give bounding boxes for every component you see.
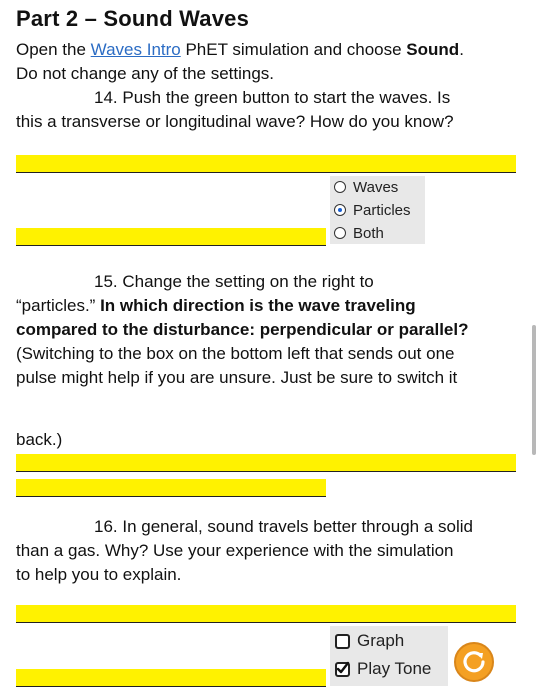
intro-end: . [459,40,464,59]
answer-line-q16-1[interactable] [16,605,516,622]
q15-line6: back.) [16,430,63,449]
intro-pre: Open the [16,40,91,59]
reset-button[interactable] [454,642,494,682]
q15-line5: pulse might help if you are unsure. Just be sure to switch it [16,368,458,387]
radio-label-waves: Waves [353,178,399,196]
play-tone-checkbox-option[interactable] [335,656,431,682]
radio-icon [334,181,346,193]
page-title: Part 2 – Sound Waves [16,6,250,31]
graph-checkbox-option[interactable] [335,628,404,654]
q15-line2-pre: “particles.” [16,296,101,315]
waves-intro-link[interactable]: Waves Intro [90,40,181,59]
intro-sound: Sound [406,40,460,59]
intro-line2: Do not change any of the settings. [16,64,275,83]
reset-icon [456,644,492,680]
answer-line-q16-2[interactable] [16,669,326,686]
q15-line4: (Switching to the box on the bottom left that sends out one [16,344,455,363]
q16-paragraph [16,515,526,587]
q16-line3: to help you to explain. [16,565,182,584]
checkbox-checked-icon [335,662,350,677]
answer-line-q14-2[interactable] [16,228,326,245]
intro-mid: PhET simulation and choose [180,40,407,59]
checkbox-icon [335,634,350,649]
answer-line-q15-2[interactable] [16,479,326,496]
radio-label-both: Both [353,224,384,242]
radio-label-particles: Particles [353,201,411,219]
answer-line-q15-1[interactable] [16,454,516,471]
q16-line2: than a gas. Why? Use your experience with the simulation [16,541,454,560]
q14-line2: this a transverse or longitudinal wave? How do you know? [16,112,454,131]
q16-line1: 16. In general, sound travels better through a solid [94,517,473,536]
answer-line-q14-1[interactable] [16,155,516,172]
q14-line1: 14. Push the green button to start the waves. Is [94,88,451,107]
scrollbar[interactable] [532,325,536,455]
radio-option-both[interactable] [334,222,384,244]
view-radio-panel [330,176,425,244]
q15-line1: 15. Change the setting on the right to [94,272,374,291]
q15-paragraph [16,270,526,390]
graph-label: Graph [357,631,405,650]
options-checkbox-panel [330,626,448,686]
intro-paragraph [16,38,526,134]
play-tone-label: Play Tone [357,659,432,678]
radio-option-waves[interactable] [334,176,398,198]
radio-selected-icon [334,204,346,216]
q15-line3: compared to the disturbance: perpendicular or parallel? [16,320,469,339]
q15-line2-bold: In which direction is the wave traveling [100,296,416,315]
radio-icon [334,227,346,239]
radio-option-particles[interactable] [334,199,411,221]
